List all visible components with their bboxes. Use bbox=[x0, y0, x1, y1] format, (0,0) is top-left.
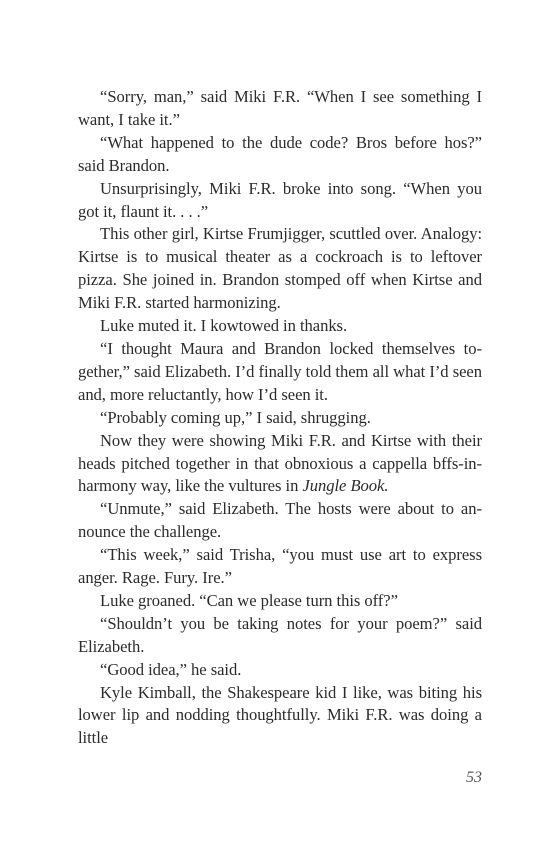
paragraph-9: “Unmute,” said Elizabeth. The hosts were about to announce the challenge. bbox=[78, 499, 482, 542]
paragraph-1: “Sorry, man,” said Miki F.R. “When I see something I want, I take it.” bbox=[78, 87, 482, 129]
paragraph-6: “I thought Maura and Brandon locked themselves together,” said Elizabeth. I’d finally told them all what I’d seen and, more reluctantly, how I’d seen it. bbox=[78, 338, 482, 404]
paragraph-2: “What happened to the dude code? Bros before hos?” said Brandon. bbox=[78, 132, 482, 175]
paragraph-8 bbox=[78, 430, 482, 499]
paragraph-8-text: Now they were showing Miki F.R. and Kirtse with their heads pitched together in that obnoxious a cappella bffs-in-harmony way, like the vultures in bbox=[78, 430, 482, 496]
paragraph-11: Luke groaned. “Can we please turn this off?” bbox=[100, 590, 398, 610]
book-title-italic: Jungle Book. bbox=[302, 476, 389, 496]
paragraph-14: Kyle Kimball, the Shakespeare kid I like, was biting his lower lip and nodding thoughtfully. Miki F.R. was doing a little bbox=[78, 682, 482, 748]
paragraph-12: “Shouldn’t you be taking notes for your poem?” said Elizabeth. bbox=[78, 613, 482, 656]
paragraph-4: This other girl, Kirtse Frumjigger, scuttled over. Analogy: Kirtse is to musical theater as a cockroach is to leftover pizza. She joined in. Brandon stomped off when Kirtse and Miki F.R. started harmonizing. bbox=[78, 224, 482, 313]
paragraph-10: “This week,” said Trisha, “you must use art to express anger. Rage. Fury. Ire.” bbox=[78, 545, 482, 588]
page-number: 53 bbox=[466, 769, 482, 786]
paragraph-7: “Probably coming up,” I said, shrugging. bbox=[100, 407, 371, 427]
body-text bbox=[78, 86, 482, 750]
paragraph-3: Unsurprisingly, Miki F.R. broke into song. “When you got it, flaunt it. . . .” bbox=[78, 178, 482, 221]
paragraph-5: Luke muted it. I kowtowed in thanks. bbox=[100, 316, 348, 336]
paragraph-13: “Good idea,” he said. bbox=[100, 659, 242, 679]
